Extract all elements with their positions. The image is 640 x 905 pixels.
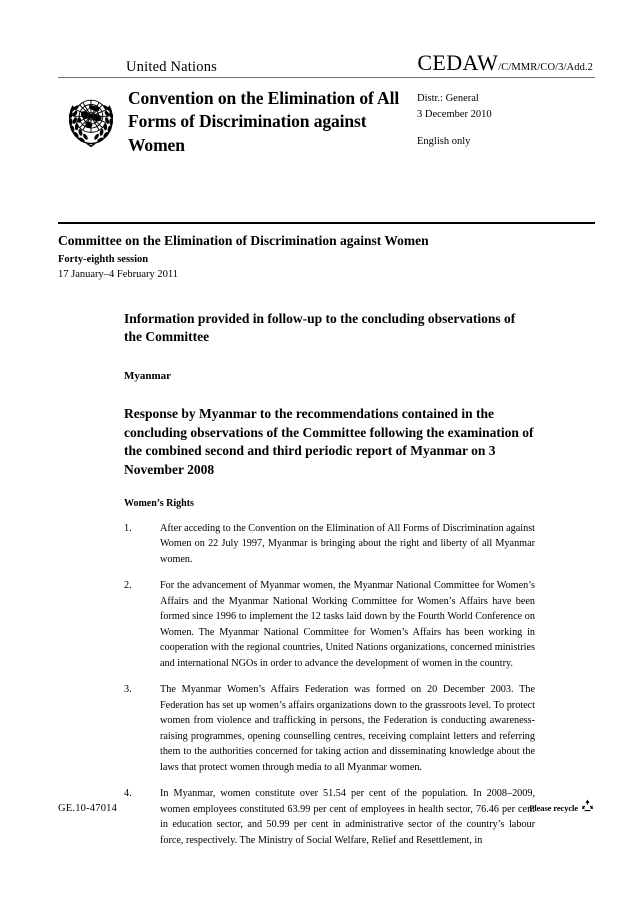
response-heading: Response by Myanmar to the recommendations contained in the concluding observations of the Committee following the examination of the combined second and third periodic report of Myanmar on 3 November 2008 — [124, 406, 534, 477]
masthead-divider — [58, 77, 595, 78]
recycle-notice — [529, 798, 595, 818]
document-date: 3 December 2010 — [417, 108, 492, 120]
recycle-label: Please recycle — [529, 803, 578, 813]
paragraph-text: In Myanmar, women constitute over 51.54 per cent of the population. In 2008–2009, women employees constituted 63.99 per cent of employees in health sector, 76.46 per cent in education sector, and 50.99 per cent in administrative sector of the country’s labour force, respectively. The Ministry of Social Welfare, Relief and Resettlement, in — [160, 788, 535, 846]
distribution-spacer — [417, 123, 595, 134]
committee-name: Committee on the Elimination of Discrimination against Women — [58, 233, 429, 248]
paragraph-3 — [124, 682, 535, 775]
masthead — [58, 52, 595, 157]
session-label: Forty-eighth session — [58, 253, 149, 265]
distribution-type: Distr.: General — [417, 93, 479, 104]
paragraph-number: 2. — [124, 580, 132, 592]
language-note: English only — [417, 135, 471, 147]
paragraph-text: After acceding to the Convention on the Elimination of All Forms of Discrimination against Women on 22 July 1997, Myanmar is bringing about the right and liberty of all Myanmar women. — [160, 522, 535, 565]
page-footer — [58, 798, 595, 818]
paragraph-text: The Myanmar Women’s Affairs Federation was formed on 20 December 2003. The Federation has set up women’s affairs organizations down to the grassroots level. To protect women from violence and trafficking in persons, the Federation is conducting awareness-raising programmes, opening counselling centres, receiving complaint letters and referring them to the authorities concerned for taking action and disseminating knowledge about the laws that protect women through media to all Myanmar women. — [160, 684, 535, 773]
masthead-body — [58, 87, 595, 157]
masthead-top-row — [58, 52, 595, 74]
document-symbol-main: CEDAW — [417, 50, 499, 75]
paragraph-text: For the advancement of Myanmar women, the Myanmar National Committee for Women’s Affairs and the Myanmar National Working Committee for Women’s Affairs have been formed since 1996 to implement the 12 tasks laid down by the Fourth World Conference on Women. The Myanmar National Committee for Women’s Affairs has been working in cooperation with the regional countries, United Nations organizations, concerned ministries and international NGOs in order to advance the development of women in the country. — [160, 580, 535, 669]
paragraph-number: 1. — [124, 522, 132, 534]
session-dates: 17 January–4 February 2011 — [58, 268, 179, 280]
distribution-block — [417, 87, 595, 149]
committee-block — [58, 232, 595, 282]
section-divider — [58, 222, 595, 224]
job-number: GE.10-47014 — [58, 802, 118, 814]
country-heading: Myanmar — [124, 369, 172, 382]
convention-title: Convention on the Elimination of All Forms of Discrimination against Women — [128, 88, 400, 155]
united-nations-emblem-icon — [60, 89, 122, 151]
document-symbol-suffix: /C/MMR/CO/3/Add.2 — [498, 62, 593, 73]
document-symbol — [417, 52, 595, 74]
organization-name: United Nations — [126, 58, 217, 75]
paragraph-1 — [124, 521, 535, 568]
document-body — [124, 310, 535, 859]
recycling-symbol-icon — [580, 798, 595, 818]
section-heading-womens-rights: Women’s Rights — [124, 497, 194, 509]
main-heading: Information provided in follow-up to the concluding observations of the Committee — [124, 311, 516, 345]
paragraph-2 — [124, 578, 535, 671]
paragraph-number: 3. — [124, 684, 132, 696]
paragraph-number: 4. — [124, 788, 132, 800]
